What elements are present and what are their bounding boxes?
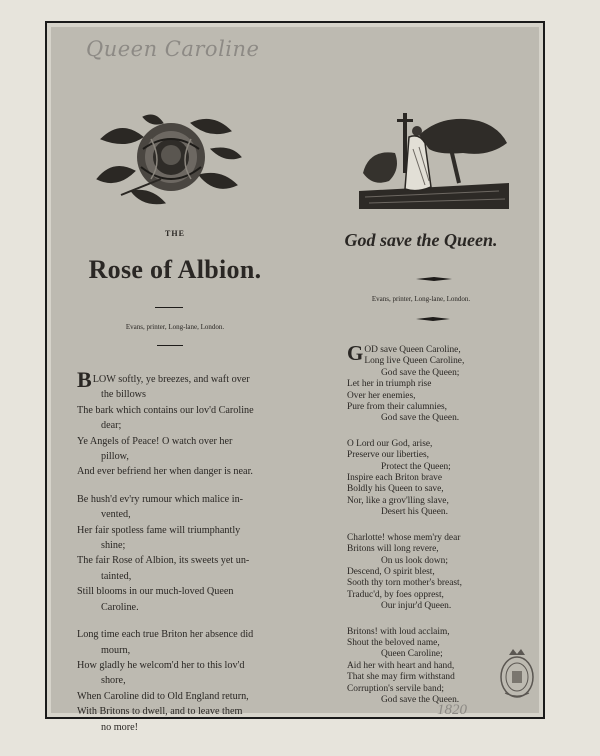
- divider-rule: [416, 277, 452, 281]
- verse-line: God save the Queen;: [381, 367, 460, 378]
- verse-line: no more!: [101, 721, 139, 733]
- verse-line: Long time each true Briton her absence did: [77, 629, 254, 641]
- verse-line: How gladly he welcom'd her to this lov'd: [77, 659, 245, 671]
- library-stamp-icon: [497, 647, 537, 701]
- stanza: [347, 439, 537, 519]
- verse-line: dear;: [101, 420, 122, 432]
- verse-line: When Caroline did to Old England return,: [77, 690, 249, 702]
- verse-line: God save the Queen.: [381, 413, 460, 424]
- verse-line: Let her in triumph rise: [347, 379, 432, 390]
- verse-line: Desert his Queen.: [381, 507, 448, 518]
- stanza: [347, 341, 537, 425]
- verse-line: God save the Queen.: [381, 694, 460, 705]
- verse-line: The bark which contains our lov'd Caroline: [77, 404, 254, 416]
- stanza: [347, 533, 537, 613]
- verse-line: shine;: [101, 540, 126, 552]
- pencil-annotation-title: Queen Caroline: [86, 37, 260, 61]
- verse-line: pillow,: [101, 451, 129, 463]
- verse-line: vented,: [101, 509, 131, 521]
- verse-line: Still blooms in our much-loved Queen: [77, 586, 234, 598]
- divider-rule: [416, 317, 450, 321]
- verse-line: Be hush'd ev'ry rumour which malice in-: [77, 493, 244, 505]
- verse-line: Queen Caroline;: [381, 649, 443, 660]
- verse-line: Descend, O spirit blest,: [347, 566, 435, 577]
- poem-rose-of-albion: [77, 367, 275, 747]
- imprint-left: Evans, printer, Long-lane, London.: [125, 323, 225, 331]
- title-god-save-the-queen: God save the Queen.: [344, 230, 498, 250]
- verse-line: Sooth thy torn mother's breast,: [347, 578, 462, 589]
- verse-line: the billows: [101, 389, 146, 401]
- britannia-woodcut-icon: [359, 113, 509, 211]
- pencil-annotation-date: 1820: [437, 702, 467, 718]
- verse-line: Pure from their calumnies,: [347, 402, 447, 413]
- verse-line: tainted,: [101, 570, 132, 582]
- verse-line: Caroline.: [101, 601, 139, 613]
- left-column: [51, 27, 299, 733]
- drop-cap: B: [77, 367, 92, 392]
- verse-line: O Lord our God, arise,: [347, 438, 433, 449]
- verse-line: With Britons to dwell, and to leave them: [77, 706, 243, 718]
- divider-rule: [157, 345, 183, 346]
- stanza: [77, 367, 275, 480]
- verse-line: Ye Angels of Peace! O watch over her: [77, 435, 233, 447]
- verse-line: Inspire each Briton brave: [347, 473, 443, 484]
- stanza: [77, 627, 275, 735]
- kicker-the: THE: [165, 229, 185, 238]
- verse-line: Britons will long revere,: [347, 544, 439, 555]
- verse-line: Long live Queen Caroline,: [364, 356, 465, 367]
- right-column: [299, 27, 543, 713]
- verse-line: Britons! with loud acclaim,: [347, 626, 450, 637]
- verse-line: And ever befriend her when danger is near.: [77, 466, 253, 478]
- verse-line: Charlotte! whose mem'ry dear: [347, 532, 461, 543]
- verse-line: That she may firm withstand: [347, 672, 455, 683]
- divider-rule: [155, 307, 183, 308]
- verse-line: The fair Rose of Albion, its sweets yet un-: [77, 555, 250, 567]
- verse-line: shore,: [101, 675, 126, 687]
- broadside-sheet: [51, 27, 539, 733]
- stanza: [77, 492, 275, 615]
- verse-line: Shout the beloved name,: [347, 637, 440, 648]
- verse-line: Nor, like a grov'lling slave,: [347, 495, 449, 506]
- verse-line: Her fair spotless fame will triumphantly: [77, 524, 241, 536]
- imprint-right: Evans, printer, Long-lane, London.: [371, 295, 471, 303]
- rose-woodcut-icon: [91, 109, 243, 209]
- verse-line: OD save Queen Caroline,: [364, 345, 461, 355]
- verse-line: Boldly his Queen to save,: [347, 484, 444, 495]
- verse-line: Protect the Queen;: [381, 461, 451, 472]
- broadside-frame: [45, 21, 545, 733]
- verse-line: Corruption's servile band;: [347, 683, 444, 694]
- verse-line: Aid her with heart and hand,: [347, 660, 455, 671]
- drop-cap: G: [347, 341, 364, 365]
- verse-line: LOW softly, ye breezes, and waft over: [92, 374, 250, 385]
- verse-line: Our injur'd Queen.: [381, 601, 452, 612]
- verse-line: Preserve our liberties,: [347, 450, 430, 461]
- verse-line: mourn,: [101, 644, 131, 656]
- verse-line: Traduc'd, by foes opprest,: [347, 589, 444, 600]
- title-rose-of-albion: Rose of Albion.: [88, 255, 262, 284]
- verse-line: On us look down;: [381, 555, 448, 566]
- verse-line: Over her enemies,: [347, 390, 416, 401]
